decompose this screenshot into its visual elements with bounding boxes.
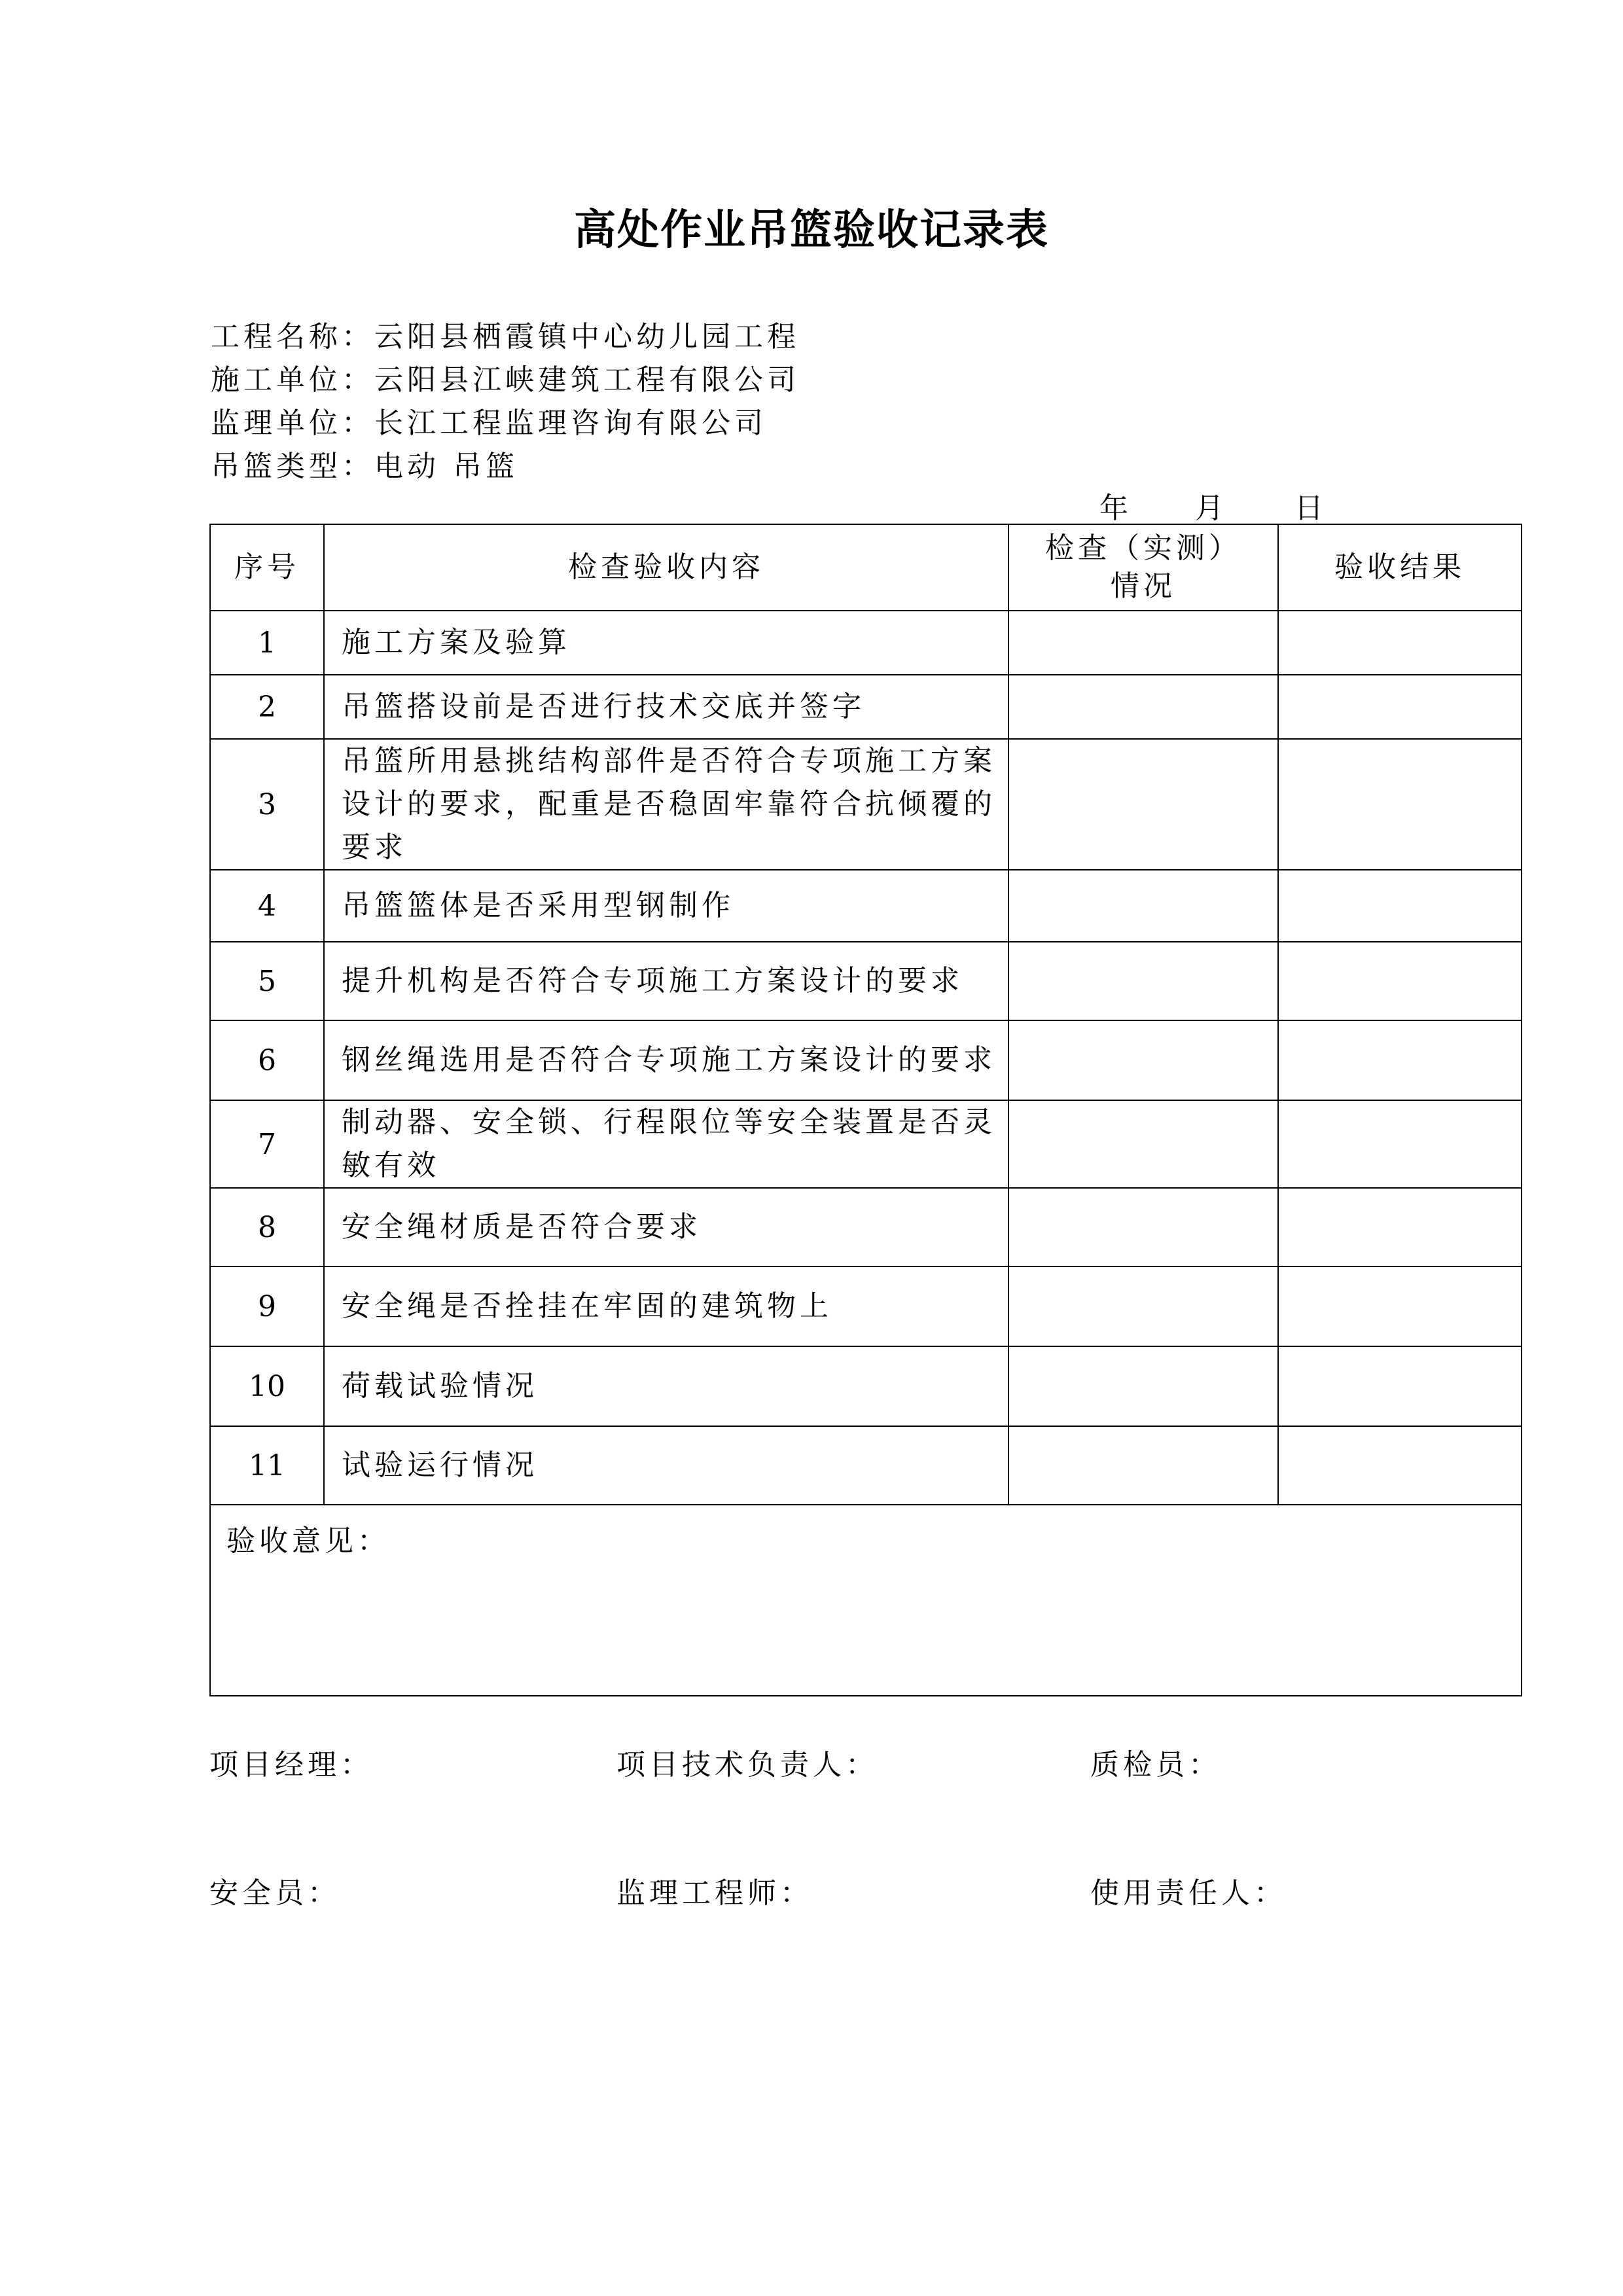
row-content: 试验运行情况: [324, 1426, 1008, 1505]
row-number: 9: [210, 1266, 324, 1346]
construction-unit: 施工单位：云阳县江峡建筑工程有限公司: [211, 363, 800, 397]
table-row: [210, 942, 1522, 1020]
opinion-cell[interactable]: [210, 1505, 1522, 1696]
table-row: [210, 739, 1522, 870]
table-row: [210, 1426, 1522, 1505]
row-content: 吊篮搭设前是否进行技术交底并签字: [324, 675, 1008, 739]
table-row: [210, 870, 1522, 942]
row-content: 荷载试验情况: [324, 1346, 1008, 1426]
result-cell[interactable]: [1278, 739, 1522, 870]
table-row: [210, 1188, 1522, 1266]
result-cell[interactable]: [1278, 1426, 1522, 1505]
header-check-line1: 检查（实测）: [1045, 531, 1241, 565]
row-number: 4: [210, 870, 324, 942]
header-content: 检查验收内容: [324, 524, 1008, 611]
row-number: 11: [210, 1426, 324, 1505]
header-result: 验收结果: [1278, 524, 1522, 611]
row-number: 6: [210, 1020, 324, 1100]
inspection-table: [209, 524, 1522, 1696]
project-name: 工程名称：云阳县栖霞镇中心幼儿园工程: [211, 320, 800, 353]
header-row: [210, 524, 1522, 611]
sig-project-manager: 项目经理：: [209, 1748, 373, 1782]
row-number: 2: [210, 675, 324, 739]
table-row: [210, 1020, 1522, 1100]
result-cell[interactable]: [1278, 1100, 1522, 1188]
check-cell[interactable]: [1008, 942, 1278, 1020]
row-number: 5: [210, 942, 324, 1020]
sig-safety-officer: 安全员：: [209, 1876, 340, 1910]
result-cell[interactable]: [1278, 1266, 1522, 1346]
row-content: 安全绳材质是否符合要求: [324, 1188, 1008, 1266]
row-number: 7: [210, 1100, 324, 1188]
check-cell[interactable]: [1008, 611, 1278, 675]
result-cell[interactable]: [1278, 942, 1522, 1020]
check-cell[interactable]: [1008, 739, 1278, 870]
check-cell[interactable]: [1008, 1266, 1278, 1346]
table-row: [210, 1346, 1522, 1426]
header-index: 序号: [210, 524, 324, 611]
result-cell[interactable]: [1278, 1188, 1522, 1266]
row-number: 10: [210, 1346, 324, 1426]
sig-supervising-engineer: 监理工程师：: [616, 1876, 813, 1910]
table-row: [210, 1100, 1522, 1188]
result-cell[interactable]: [1278, 870, 1522, 942]
supervision-unit: 监理单位：长江工程监理咨询有限公司: [211, 406, 767, 440]
check-cell[interactable]: [1008, 675, 1278, 739]
row-content: 钢丝绳选用是否符合专项施工方案设计的要求: [324, 1020, 1008, 1100]
row-number: 8: [210, 1188, 324, 1266]
table-row: [210, 1266, 1522, 1346]
sig-user-responsible: 使用责任人：: [1090, 1876, 1287, 1910]
date-year: 年: [1099, 492, 1128, 525]
row-content: 安全绳是否拴挂在牢固的建筑物上: [324, 1266, 1008, 1346]
row-content: 施工方案及验算: [324, 611, 1008, 675]
date-day: 日: [1294, 492, 1323, 525]
result-cell[interactable]: [1278, 1020, 1522, 1100]
sig-tech-lead: 项目技术负责人：: [616, 1748, 878, 1782]
document-title: 高处作业吊篮验收记录表: [574, 206, 1049, 255]
check-cell[interactable]: [1008, 1100, 1278, 1188]
result-cell[interactable]: [1278, 611, 1522, 675]
row-number: 1: [210, 611, 324, 675]
header-check-line2: 情况: [1111, 569, 1176, 603]
check-cell[interactable]: [1008, 1188, 1278, 1266]
check-cell[interactable]: [1008, 1020, 1278, 1100]
row-content: 吊篮篮体是否采用型钢制作: [324, 870, 1008, 942]
basket-type: 吊篮类型：电动 吊篮: [211, 450, 518, 483]
result-cell[interactable]: [1278, 1346, 1522, 1426]
row-content: 吊篮所用悬挑结构部件是否符合专项施工方案设计的要求，配重是否稳固牢靠符合抗倾覆的要求: [324, 739, 1008, 870]
check-cell[interactable]: [1008, 1426, 1278, 1505]
table-row: [210, 675, 1522, 739]
row-number: 3: [210, 739, 324, 870]
header-check: [1008, 524, 1278, 611]
sig-quality-inspector: 质检员：: [1090, 1748, 1221, 1782]
opinion-row: [210, 1505, 1522, 1696]
row-content: 制动器、安全锁、行程限位等安全装置是否灵敏有效: [324, 1100, 1008, 1188]
check-cell[interactable]: [1008, 1346, 1278, 1426]
check-cell[interactable]: [1008, 870, 1278, 942]
date-month: 月: [1195, 492, 1224, 525]
row-content: 提升机构是否符合专项施工方案设计的要求: [324, 942, 1008, 1020]
result-cell[interactable]: [1278, 675, 1522, 739]
table-row: [210, 611, 1522, 675]
opinion-label: 验收意见：: [226, 1524, 390, 1558]
